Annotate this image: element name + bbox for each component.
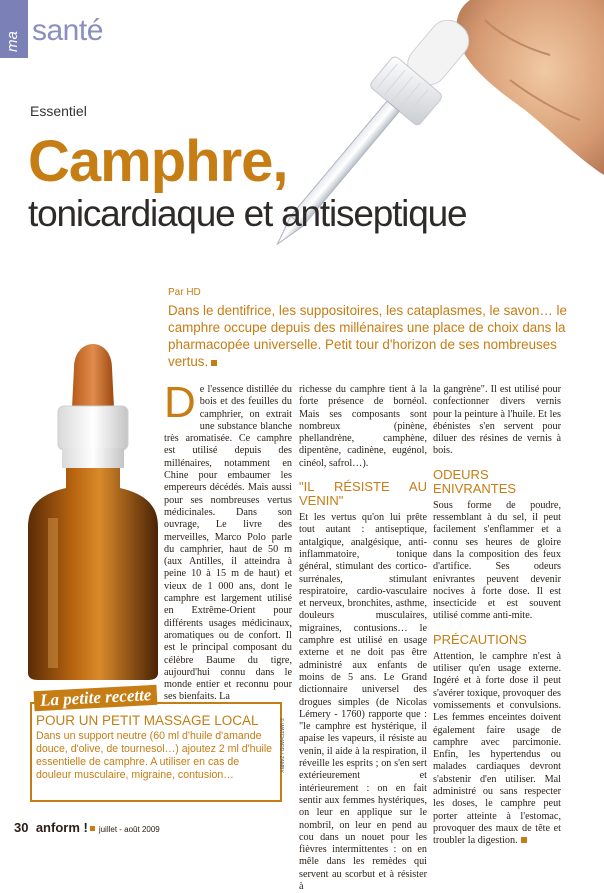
column-2-text-1: richesse du camphre tient à la forte présence de bornéol. Mais ses composants sont nombreux (pinène, phellandrène, camphène, dipentène, cadinène, eugénol, cinéol, safrol…). xyxy=(299,384,427,469)
recipe-tag: La petite recette xyxy=(34,685,158,711)
column-1-text: e l'essence distillée du bois et des feuilles du camphrier, on extrait une substance blanche très aromatisée. Ce camphre est utilisé depuis des millénaires, notamment en Chine pour embaumer les empereurs décédés. Mais aussi pour ses nombreuses vertus médicinales. Dans son ouvrage, Le livre des merveilles, Marco Polo parle du camphrier, haut de 50 m (aux Antilles, il atteindra à peine 10 à 15 m de haut) et vieux de 1 000 ans, dont le camphre est largement utilisé en Extrême-Orient pour différents usages médicinaux, aromatiques ou de confort. Il est le principal composant du célèbre Baume du tigre, aujourd'hui connu dans le monde entier et reconnu pour ses bienfaits. La xyxy=(164,384,292,703)
byline: Par HD xyxy=(168,287,201,298)
end-square-icon xyxy=(521,837,527,843)
recipe-body: Dans un support neutre (60 ml d'huile d'amande douce, d'olive, de tournesol…) ajoutez 2 ml d'huile essentielle de camphre. A utiliser en cas de douleur musculaire, migraine, contusion… xyxy=(36,730,273,781)
column-3-text-2: Sous forme de poudre, ressemblant à du sel, il peut facilement s'enflammer et a connu ses heures de gloire dans la composition des feux d'artifice. Ses odeurs enivrantes peuvent devenir nocives à forte dose. Il est insecticide et est souvent utilisé comme anti-mite. xyxy=(433,499,561,622)
article-column-1 xyxy=(164,378,292,704)
column-2-text-2: Et les vertus qu'on lui prête tout autant : antiseptique, antalgique, analgésique, anti-inflammatoire, tonique général, stimulant des cortico-surrénales, stimulant respiratoire, cardio-vasculaire et nerveux, bronchites, asthme, douleurs musculaires, migraines, contusions… le camphre est utilisé en usage externe et ne doit pas être administré aux enfants de moins de 5 ans. Le Grand dictionnaire universel des drogues simples (de Nicolas Lémery - 1760) rapporte que : "le camphre est hystérique, il apaise les vapeurs, il résiste au venin, il aide à la respiration, il réveille les esprits ; on s'en sert extérieurement et intérieurement : on en fait sentir aux femmes hystériques, on leur en applique sur le nombril, on leur en pend au cou dans un nouet pour les fièvres intermittentes : on en mêle dans les remèdes qui servent au scorbut et à résister à xyxy=(299,512,427,892)
footer-square-icon xyxy=(90,826,95,831)
article-subtitle: tonicardiaque et antiseptique xyxy=(28,193,467,234)
column-3-text-3 xyxy=(433,651,561,848)
photo-credit: © WATCHARD / ZAMBY xyxy=(278,718,284,773)
article-column-2 xyxy=(299,384,427,893)
subhead-precautions: PRÉCAUTIONS xyxy=(433,631,527,647)
standfirst xyxy=(168,302,578,370)
page-number: 30 xyxy=(14,820,29,835)
article-title: Camphre, xyxy=(28,129,288,194)
article-column-3 xyxy=(433,384,561,848)
bottle-photo xyxy=(22,328,162,680)
subhead-venin: "IL RÉSISTE AU VENIN" xyxy=(299,479,427,509)
rubric-section: santé xyxy=(32,14,103,47)
kicker: Essentiel xyxy=(30,103,87,119)
column-3-text-3-body: Attention, le camphre n'est à utiliser qu'en usage externe. Ingéré et à forte dose il peut s'avérer toxique, provoquer des vomissements et convulsions. Les femmes enceintes doivent également faire usage de camphre avec parcimonie. Enfin, les hypertendus ou malades cardiaques devront s'abstenir d'en utiliser. Mal administré ou sans respecter les doses, le camphre peut porter atteinte à l'estomac, provoquer des maux de tête et troubler la digestion. xyxy=(433,650,561,847)
recipe-title: POUR UN PETIT MASSAGE LOCAL xyxy=(36,713,259,728)
subhead-odeurs: ODEURS ENIVRANTES xyxy=(433,466,517,496)
column-3-text-1: la gangrène". Il est utilisé pour confectionner divers vernis pour la peinture à l'huile. Et les ébénistes s'en servent pour diluer des résines de vernis à bois. xyxy=(433,384,561,457)
end-square-icon xyxy=(211,360,217,366)
issue-date: juillet - août 2009 xyxy=(98,825,160,834)
drop-cap: D xyxy=(164,378,196,427)
standfirst-text: Dans le dentifrice, les suppositoires, les cataplasmes, le savon… le camphre occupe depuis des millénaires une place de choix dans la pharmacopée universelle. Petit tour d'horizon de ses nombreuses vertus. xyxy=(168,303,567,369)
rubric-prefix: ma xyxy=(4,31,21,52)
page-footer xyxy=(14,820,160,835)
magazine-brand: anform ! xyxy=(35,820,88,835)
